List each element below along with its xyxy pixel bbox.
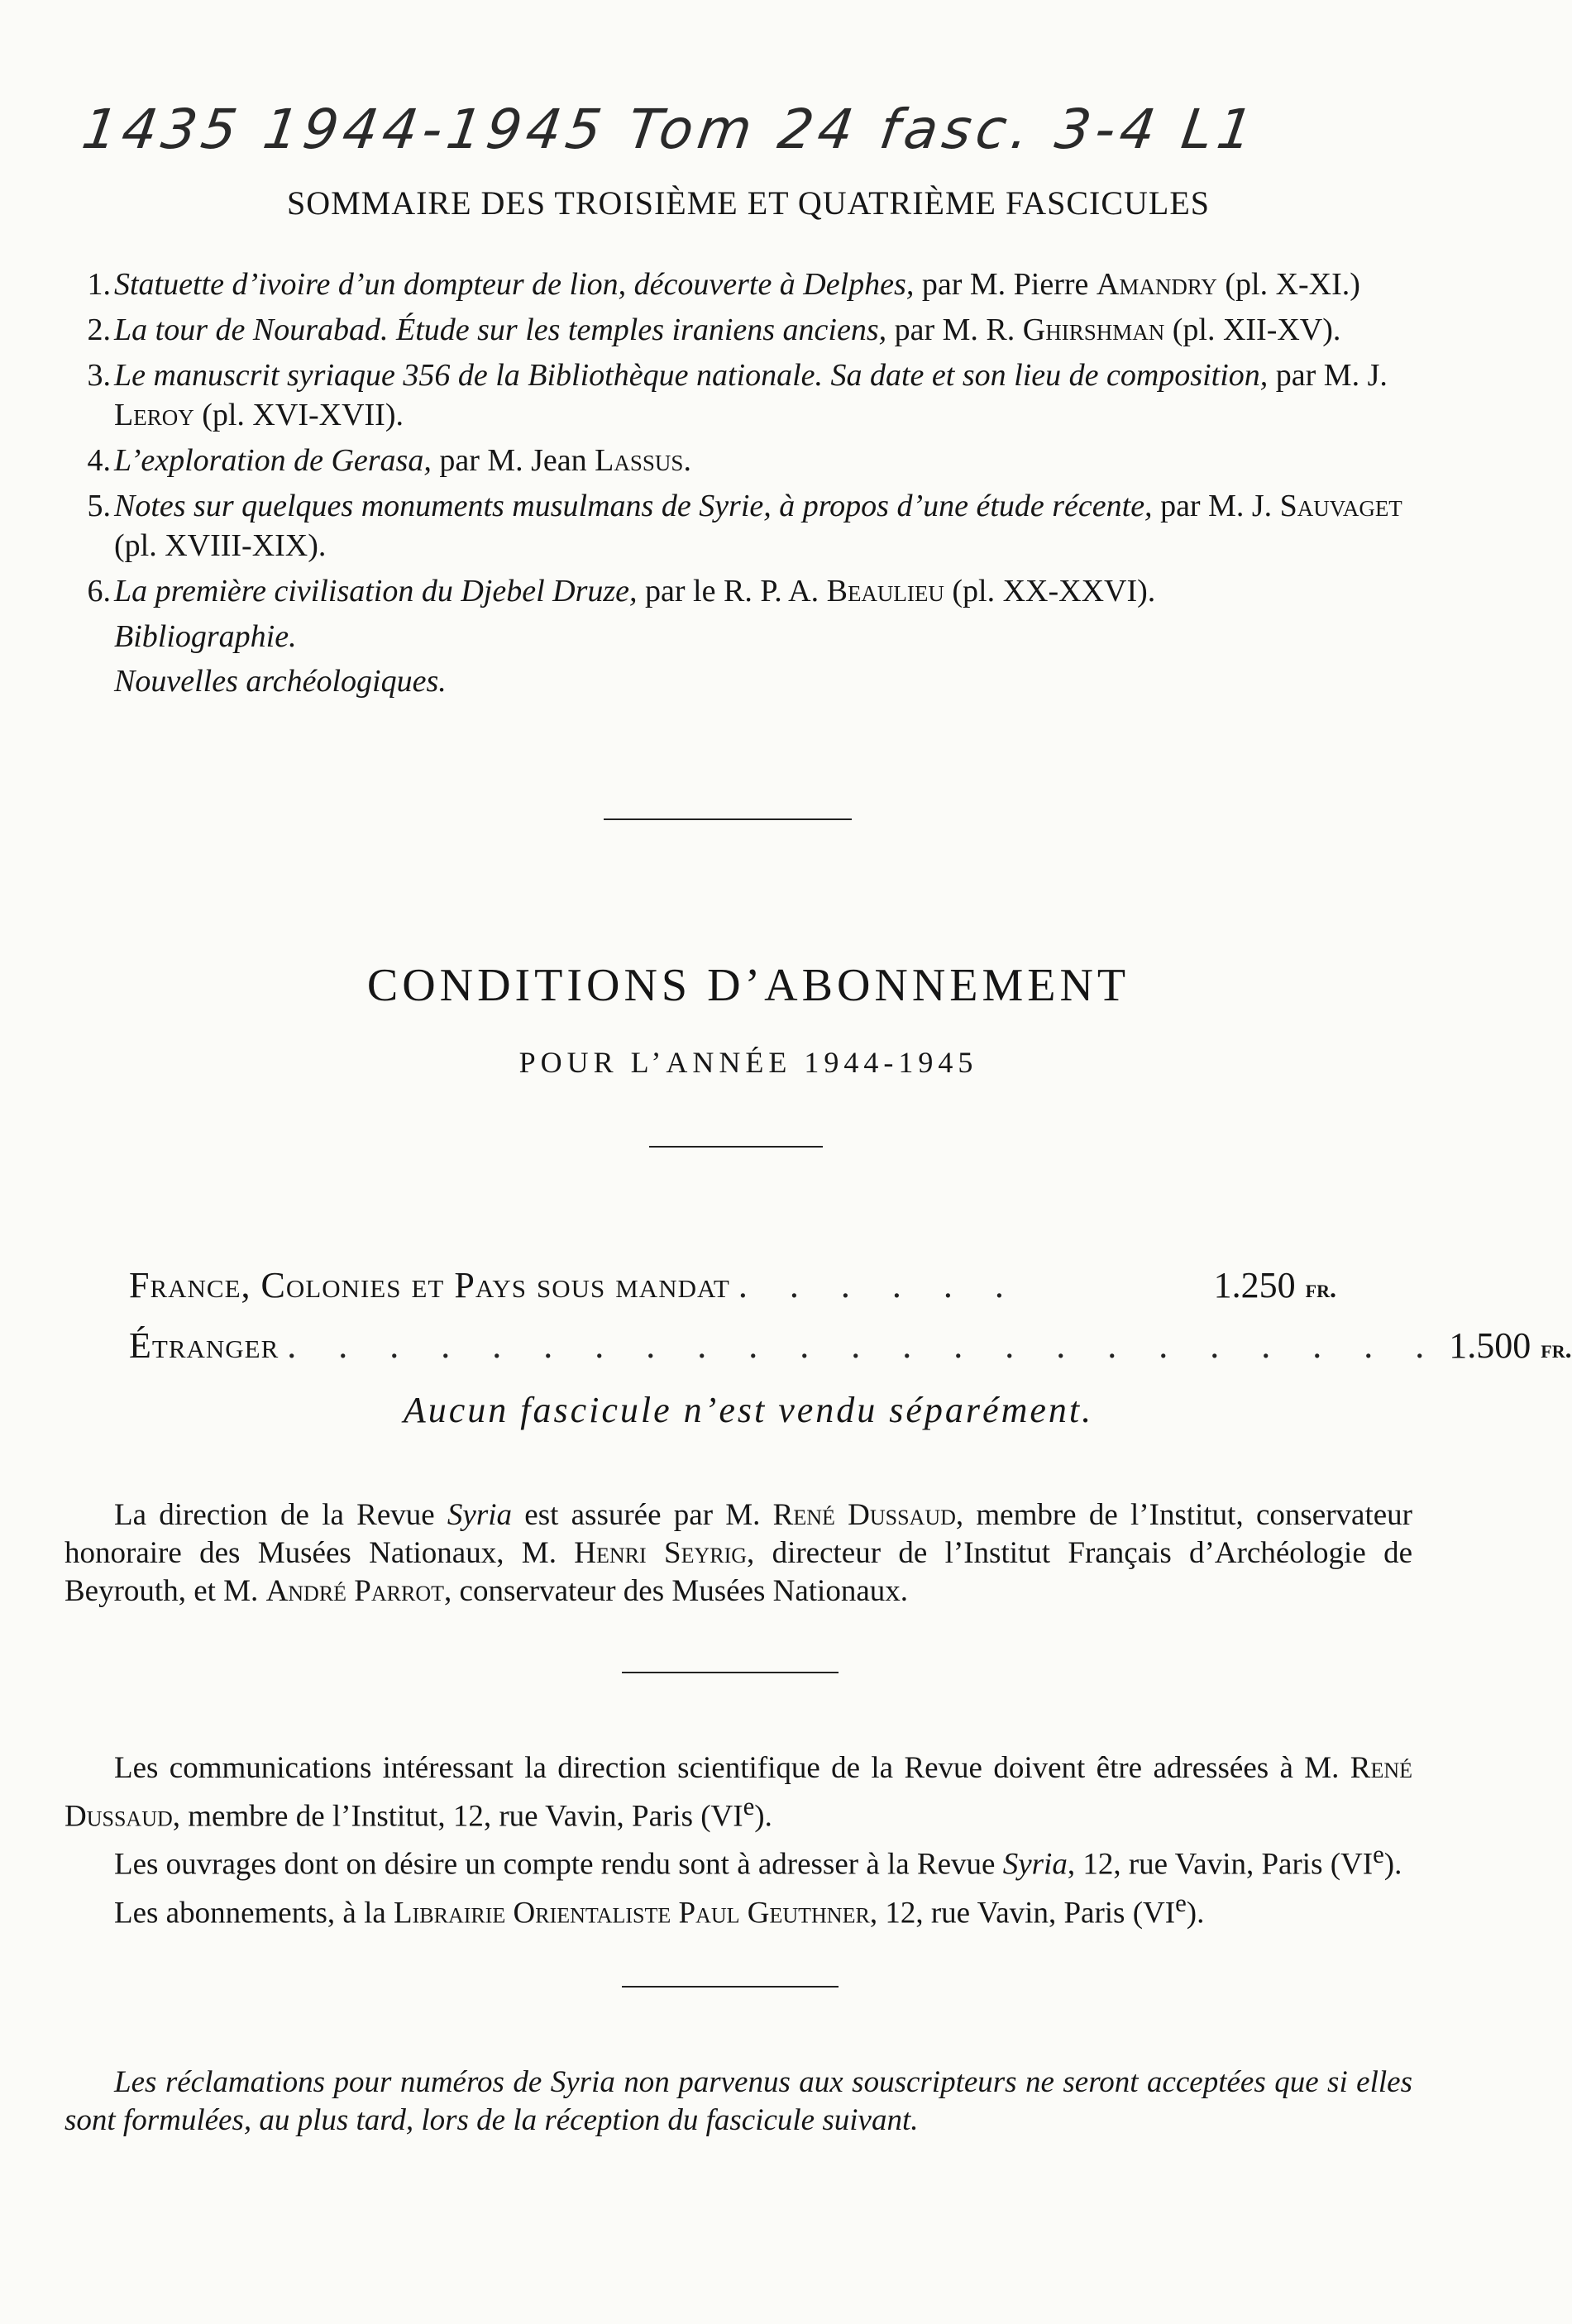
table-of-contents	[66, 265, 1406, 706]
toc-item-author: Sauvaget	[1279, 489, 1402, 523]
superscript: e	[1175, 1888, 1187, 1917]
toc-item-title: Notes sur quelques monuments musulmans de Syrie, à propos d’une étude récente,	[114, 489, 1153, 523]
revue-name: Syria	[447, 1498, 513, 1532]
comm-text: ).	[754, 1799, 772, 1834]
price-leader-dots: . . . . . .	[738, 1265, 1020, 1305]
conditions-subtitle: POUR L’ANNÉE 1944-1945	[518, 1046, 978, 1079]
comm-text: Les ouvrages dont on désire un compte rendu sont à adresser à la Revue	[114, 1847, 1003, 1882]
toc-item-title: La première civilisation du Djebel Druze,	[114, 574, 638, 608]
comm-text: ).	[1186, 1895, 1205, 1930]
direction-text: est assurée par M.	[512, 1498, 773, 1532]
price-unit: fr.	[1541, 1334, 1572, 1363]
toc-item-title: L’exploration de Gerasa,	[114, 443, 432, 478]
handwritten-archive-note: 1435 1944-1945 Tom 24 fasc. 3-4 L1	[78, 98, 1262, 161]
direction-text: , directeur de l’Institut Français d’Archéologie de Beyrouth, et M.	[65, 1536, 1412, 1608]
toc-item	[66, 571, 1406, 611]
toc-item-by: par M. Pierre	[914, 267, 1097, 302]
subscription-note: Aucun fascicule n’est vendu séparément.	[403, 1390, 1094, 1430]
toc-item-by: par le R. P. A.	[637, 574, 827, 608]
divider-rule	[649, 1146, 823, 1148]
conditions-title: CONDITIONS D’ABONNEMENT	[366, 960, 1130, 1011]
toc-item-number: 6.	[87, 574, 111, 608]
toc-item	[66, 356, 1406, 435]
toc-item-title: La tour de Nourabad. Étude sur les temples iraniens anciens,	[114, 313, 887, 347]
price-amount: 1.250	[1213, 1265, 1296, 1305]
toc-item	[66, 310, 1406, 350]
price-amount: 1.500	[1449, 1325, 1531, 1366]
comm-text: , 12, rue Vavin, Paris (VI	[1067, 1847, 1374, 1882]
toc-item-author: Leroy	[114, 398, 194, 432]
toc-item-title: Statuette d’ivoire d’un dompteur de lion, découverte à Delphes,	[114, 267, 915, 302]
toc-item-author: Amandry	[1096, 267, 1217, 302]
price-label: Étranger	[129, 1325, 280, 1366]
toc-item-number: 3.	[87, 358, 111, 393]
toc-item-by: par M. Jean	[431, 443, 595, 478]
toc-item-plates: (pl. XX-XXVI).	[944, 574, 1156, 608]
toc-item-number: 1.	[87, 267, 111, 302]
divider-rule	[622, 1986, 839, 1988]
comm-text: Les communications intéressant la direction scientifique de la Revue doivent être adressées à M.	[114, 1751, 1350, 1785]
person-name: René Dussaud	[65, 1751, 1412, 1834]
sommaire-title: SOMMAIRE DES TROISIÈME ET QUATRIÈME FASCICULES	[286, 184, 1211, 222]
toc-item-author: Beaulieu	[826, 574, 944, 608]
divider-rule	[604, 818, 852, 820]
communications-paragraph	[65, 1749, 1412, 1835]
toc-item-plates: (pl. XVIII-XIX).	[114, 528, 327, 563]
toc-item	[66, 265, 1406, 304]
toc-item-plates: .	[683, 443, 691, 478]
toc-item-number: 4.	[87, 443, 111, 478]
communications-block	[65, 1749, 1412, 1932]
price-row-france	[129, 1261, 1336, 1310]
toc-item-plates: (pl. X-XI.)	[1216, 267, 1360, 302]
price-unit: fr.	[1305, 1273, 1336, 1303]
price-label: France, Colonies et Pays sous mandat	[129, 1265, 730, 1305]
toc-item	[66, 441, 1406, 480]
revue-name: Syria	[1002, 1847, 1068, 1882]
superscript: e	[1373, 1840, 1384, 1869]
toc-item	[66, 486, 1406, 565]
direction-text: , conservateur des Musées Nationaux.	[444, 1574, 909, 1608]
direction-paragraph	[65, 1496, 1412, 1611]
toc-item-author: Lassus	[595, 443, 684, 478]
person-name: René Dussaud	[772, 1498, 956, 1532]
toc-item-plates: (pl. XII-XV).	[1164, 313, 1341, 347]
toc-item-by: par M. R.	[886, 313, 1023, 347]
toc-item-author: Ghirshman	[1022, 313, 1165, 347]
person-name: André Parrot	[265, 1574, 445, 1608]
abonnements-paragraph	[65, 1884, 1412, 1932]
comm-text: , 12, rue Vavin, Paris (VI	[869, 1895, 1176, 1930]
price-row-etranger	[129, 1321, 1572, 1371]
price-leader-dots: . . . . . . . . . . . . . . . . . . . . . . .	[287, 1325, 1441, 1366]
divider-rule	[622, 1672, 839, 1673]
toc-item-by: par M. J.	[1152, 489, 1280, 523]
ouvrages-paragraph	[65, 1835, 1412, 1883]
toc-item-by: par M. J.	[1268, 358, 1388, 393]
toc-item-number: 5.	[87, 489, 111, 523]
toc-nouvelles: Nouvelles archéologiques.	[114, 664, 447, 699]
comm-text: Les abonnements, à la	[114, 1895, 394, 1930]
direction-text: La direction de la Revue	[114, 1498, 447, 1532]
toc-item-title: Le manuscrit syriaque 356 de la Bibliothèque nationale. Sa date et son lieu de composition,	[114, 358, 1269, 393]
toc-item-number: 2.	[87, 313, 111, 347]
toc-item-plates: (pl. XVI-XVII).	[194, 398, 404, 432]
superscript: e	[743, 1792, 755, 1821]
reclamations-note: Les réclamations pour numéros de Syria non parvenus aux souscripteurs ne seront acceptées que si elles sont formulées, au plus tard, lors de la réception du fascicule suivant.	[65, 2065, 1412, 2137]
toc-bibliographie: Bibliographie.	[114, 619, 297, 654]
direction-text: , membre de l’Institut, conservateur honoraire des Musées Nationaux, M.	[65, 1498, 1412, 1570]
comm-text: ).	[1383, 1847, 1402, 1882]
publisher-name: Librairie Orientaliste Paul Geuthner	[394, 1895, 870, 1930]
comm-text: , membre de l’Institut, 12, rue Vavin, Paris (VI	[172, 1799, 743, 1834]
person-name: Henri Seyrig	[574, 1536, 747, 1570]
